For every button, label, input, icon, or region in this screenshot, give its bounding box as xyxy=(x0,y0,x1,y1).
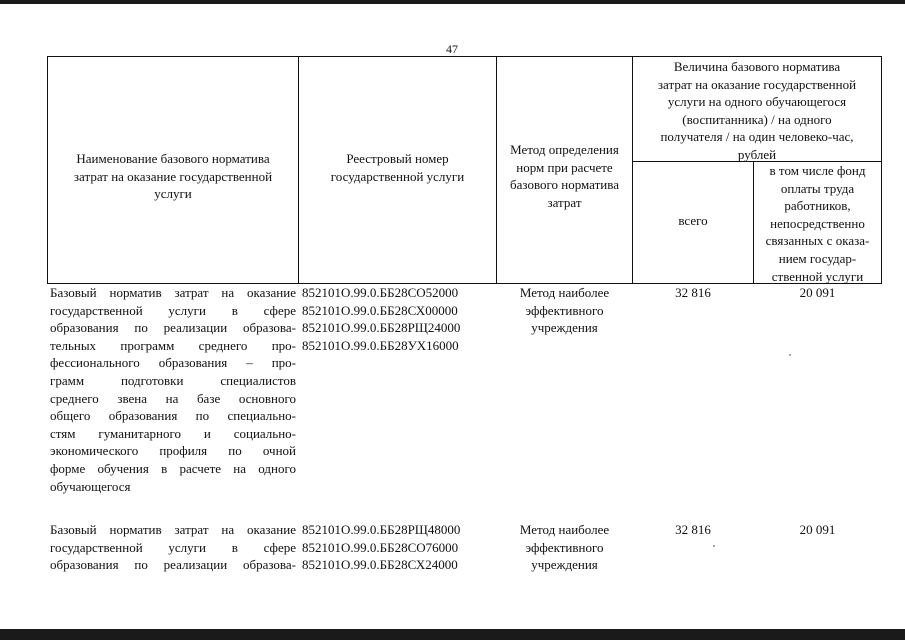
scan-speck xyxy=(789,354,791,356)
row-1-method: Метод наиболее эффективного учреждения xyxy=(519,285,610,336)
row-1-total: 32 816 xyxy=(675,285,711,300)
row-2-total: 32 816 xyxy=(675,522,711,537)
header-method: Метод определения норм при расчете базового норматива затрат xyxy=(510,142,619,210)
scan-speck xyxy=(713,545,715,547)
header-wage-fund: в том числе фонд оплаты труда работников, непосредственно связанных с оказа- нием государ- ственной услуги xyxy=(765,163,870,284)
row-2-codes: 852101О.99.0.ББ28РЩ48000 852101О.99.0.ББ28СО76000 852101О.99.0.ББ28СХ24000 xyxy=(302,522,461,573)
scan-edge-bottom xyxy=(0,629,905,640)
header-total: всего xyxy=(678,213,708,228)
row-1-name: Базовый норматив затрат на оказание государственной услуги в сфере образования по реализации образова- тельных программ среднего про- фессионального образования – про- грамм подготовки специалистов среднего звена на базе основного общего образования по специально- стям гуманитарного и социально- экономического профиля по очной форме обучения в расчете на одного обучающегося xyxy=(50,285,296,494)
row-2-method: Метод наиболее эффективного учреждения xyxy=(519,522,610,573)
row-1-wage-fund: 20 091 xyxy=(799,285,836,300)
table-top-border xyxy=(47,56,882,57)
header-name: Наименование базового норматива затрат на оказание государственной услуги xyxy=(73,151,273,202)
header-value: Величина базового норматива затрат на оказание государственной услуги на одного обучающегося (воспитанника) / на одного получателя / на один человеко-час, рублей xyxy=(657,59,857,162)
table-right-border xyxy=(881,56,882,284)
row-1-codes: 852101О.99.0.ББ28СО52000 852101О.99.0.ББ28СХ00000 852101О.99.0.ББ28РЩ24000 852101О.99.0.ББ28УХ16000 xyxy=(302,285,461,353)
header-registry: Реестровый номер государственной услуги xyxy=(330,151,465,184)
row-2-name: Базовый норматив затрат на оказание государственной услуги в сфере образования по реализации образова- xyxy=(50,522,296,573)
row-2-wage-fund: 20 091 xyxy=(799,522,836,537)
scan-edge-top xyxy=(0,0,905,4)
page-number: 47 xyxy=(446,42,458,56)
